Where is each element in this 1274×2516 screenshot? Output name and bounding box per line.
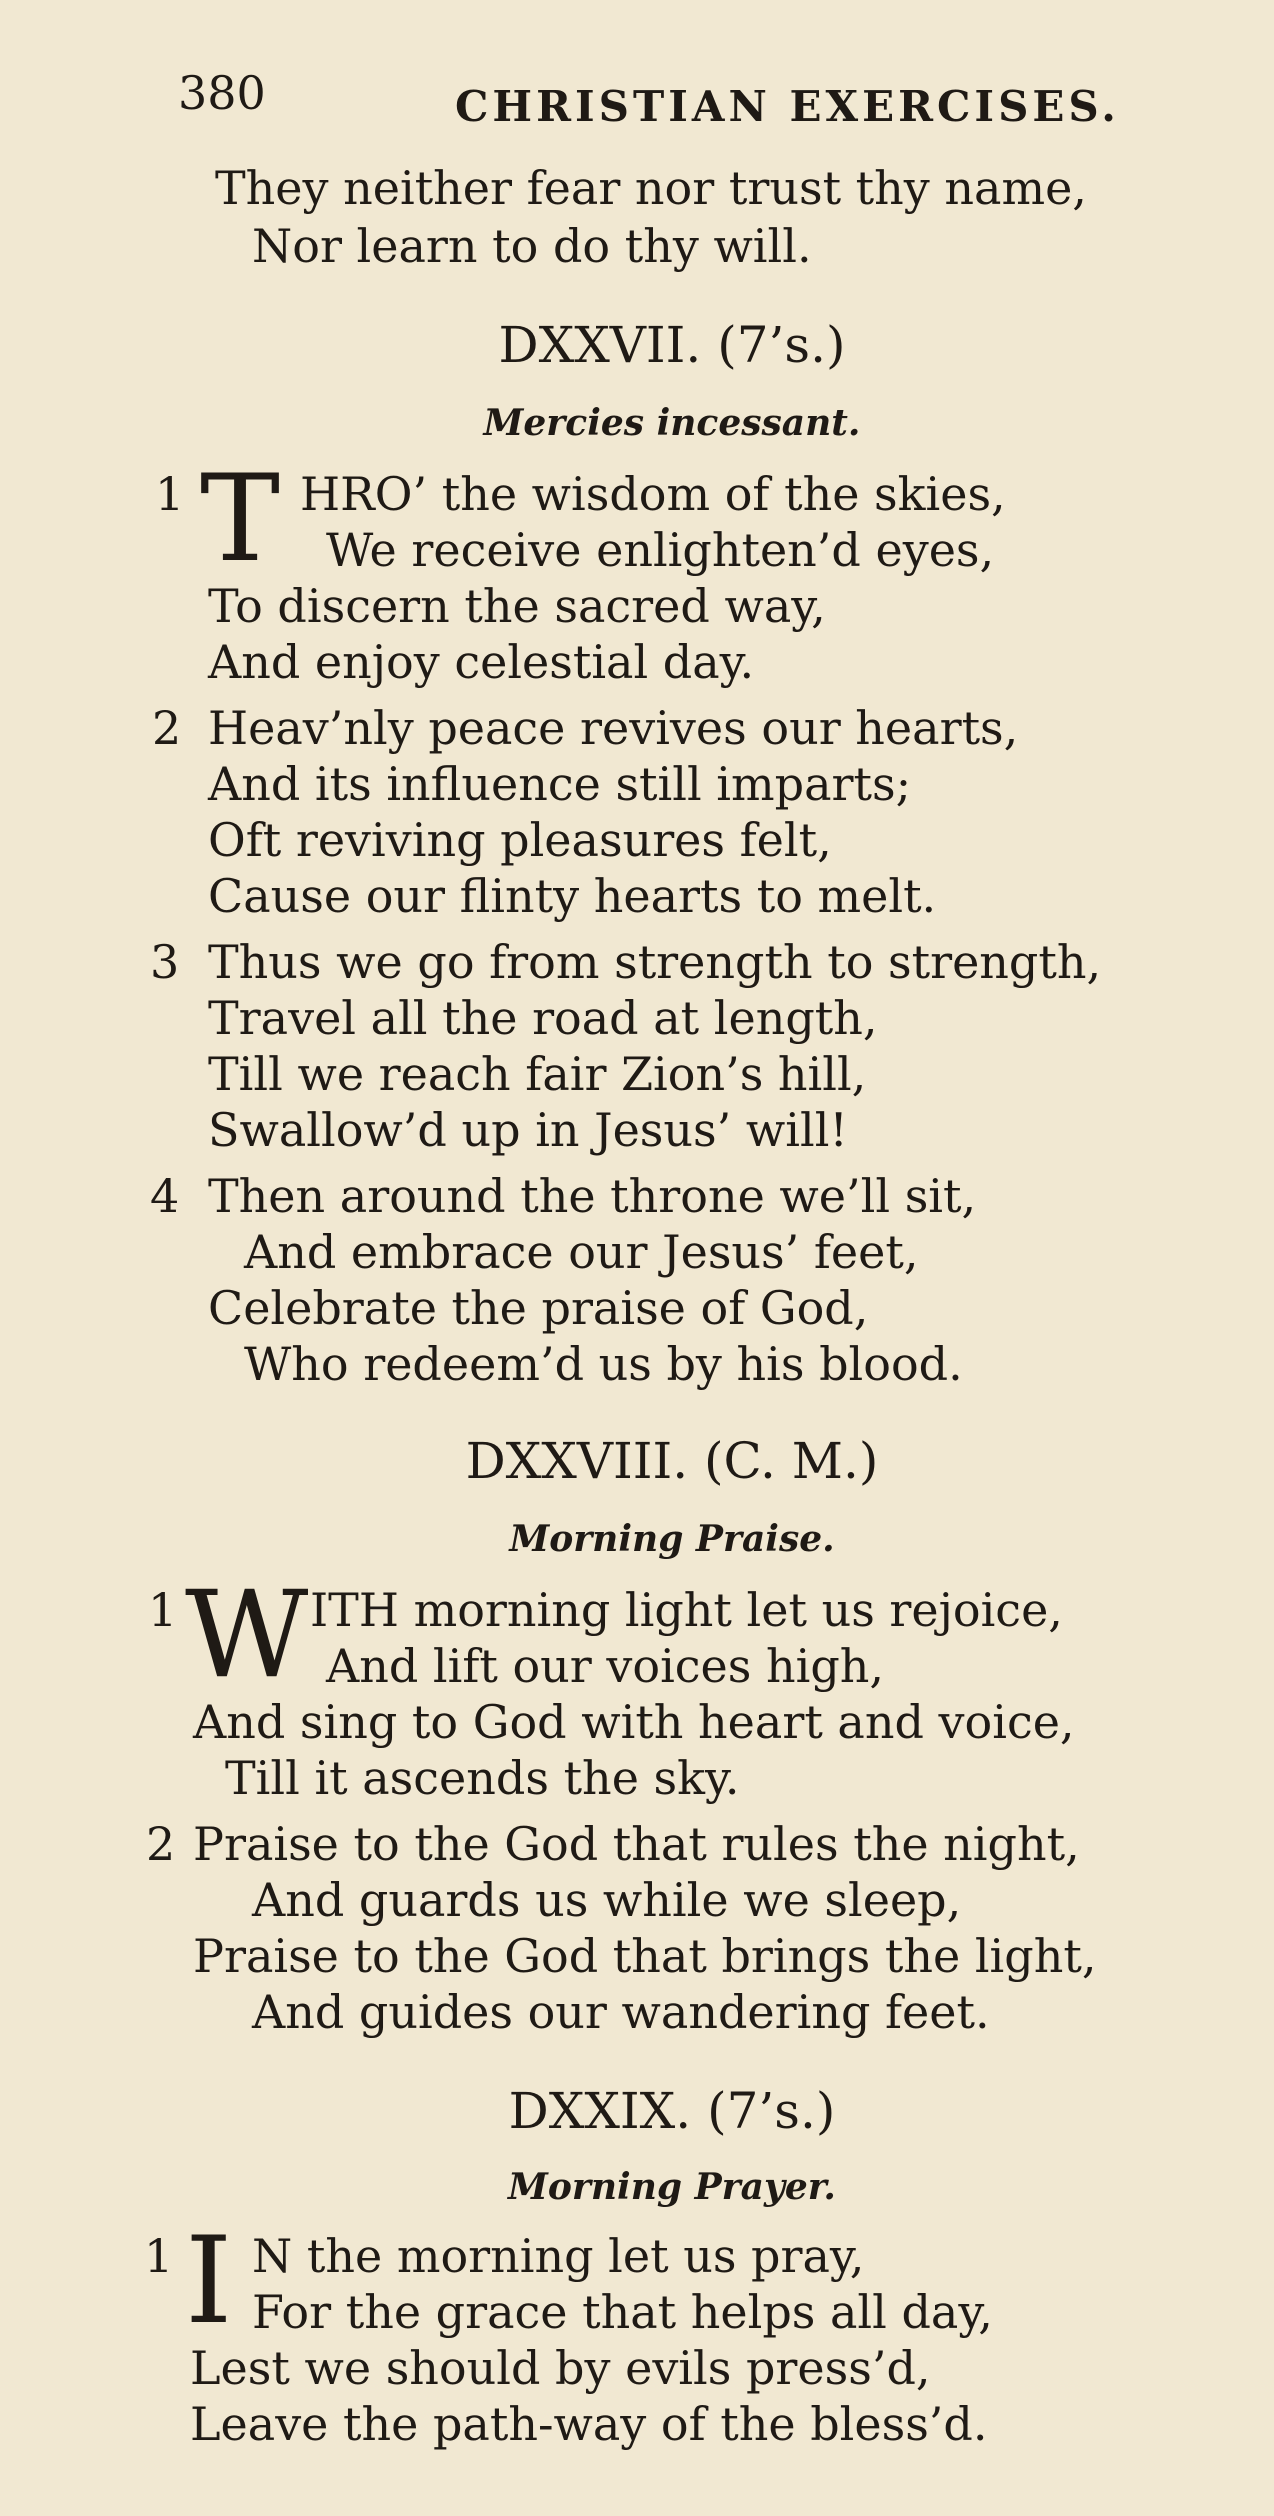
- page-number: 380: [178, 66, 266, 120]
- verse-line: To discern the sacred way,: [208, 579, 826, 633]
- verse-number: 2: [152, 701, 182, 755]
- verse-line: Leave the path-way of the bless’d.: [190, 2397, 988, 2451]
- verse-line: Till it ascends the sky.: [225, 1751, 740, 1805]
- drop-cap: I: [185, 2212, 233, 2351]
- hymn-title: Mercies incessant.: [483, 402, 861, 444]
- verse-line: And its influence still imparts;: [208, 757, 912, 811]
- verse-line: Heav’nly peace revives our hearts,: [208, 701, 1019, 755]
- verse-number: 1: [148, 1583, 178, 1637]
- verse-line: HRO’ the wisdom of the skies,: [300, 467, 1006, 521]
- verse-line: Cause our flinty hearts to melt.: [208, 869, 937, 923]
- drop-cap: T: [200, 450, 281, 589]
- verse-number: 1: [155, 467, 185, 521]
- verse-line: Then around the throne we’ll sit,: [208, 1169, 977, 1223]
- verse-line: N the morning let us pray,: [252, 2229, 865, 2283]
- verse-line: And guides our wandering feet.: [252, 1985, 990, 2039]
- verse-line: Swallow’d up in Jesus’ will!: [208, 1103, 848, 1157]
- verse-line: Thus we go from strength to strength,: [208, 935, 1102, 989]
- continuation-line: They neither fear nor trust thy name,: [215, 161, 1087, 215]
- hymn-number: DXXVIII. (C. M.): [465, 1432, 879, 1490]
- verse-line: Travel all the road at length,: [208, 991, 878, 1045]
- verse-line: And sing to God with heart and voice,: [193, 1695, 1075, 1749]
- verse-line: Who redeem’d us by his blood.: [244, 1337, 963, 1391]
- hymn-title: Morning Praise.: [509, 1518, 835, 1560]
- verse-number: 4: [150, 1169, 180, 1223]
- drop-cap: W: [185, 1566, 309, 1705]
- verse-number: 2: [146, 1817, 176, 1871]
- verse-line: For the grace that helps all day,: [252, 2285, 993, 2339]
- hymn-number: DXXVII. (7’s.): [498, 316, 846, 374]
- verse-number: 3: [150, 935, 180, 989]
- running-title: CHRISTIAN EXERCISES.: [455, 82, 1120, 131]
- verse-line: And embrace our Jesus’ feet,: [244, 1225, 919, 1279]
- verse-line: Till we reach fair Zion’s hill,: [208, 1047, 867, 1101]
- verse-line: And guards us while we sleep,: [252, 1873, 962, 1927]
- continuation-line: Nor learn to do thy will.: [252, 219, 812, 273]
- hymn-title: Morning Prayer.: [508, 2166, 836, 2208]
- verse-number: 1: [144, 2229, 174, 2283]
- verse-line: Oft reviving pleasures felt,: [208, 813, 832, 867]
- verse-line: Lest we should by evils press’d,: [190, 2341, 931, 2395]
- verse-line: Praise to the God that brings the light,: [193, 1929, 1097, 1983]
- verse-line: And lift our voices high,: [326, 1639, 885, 1693]
- hymn-number: DXXIX. (7’s.): [508, 2082, 836, 2140]
- verse-line: And enjoy celestial day.: [208, 635, 755, 689]
- verse-line: ITH morning light let us rejoice,: [310, 1583, 1063, 1637]
- verse-line: Praise to the God that rules the night,: [193, 1817, 1080, 1871]
- verse-line: We receive enlighten’d eyes,: [326, 523, 995, 577]
- verse-line: Celebrate the praise of God,: [208, 1281, 869, 1335]
